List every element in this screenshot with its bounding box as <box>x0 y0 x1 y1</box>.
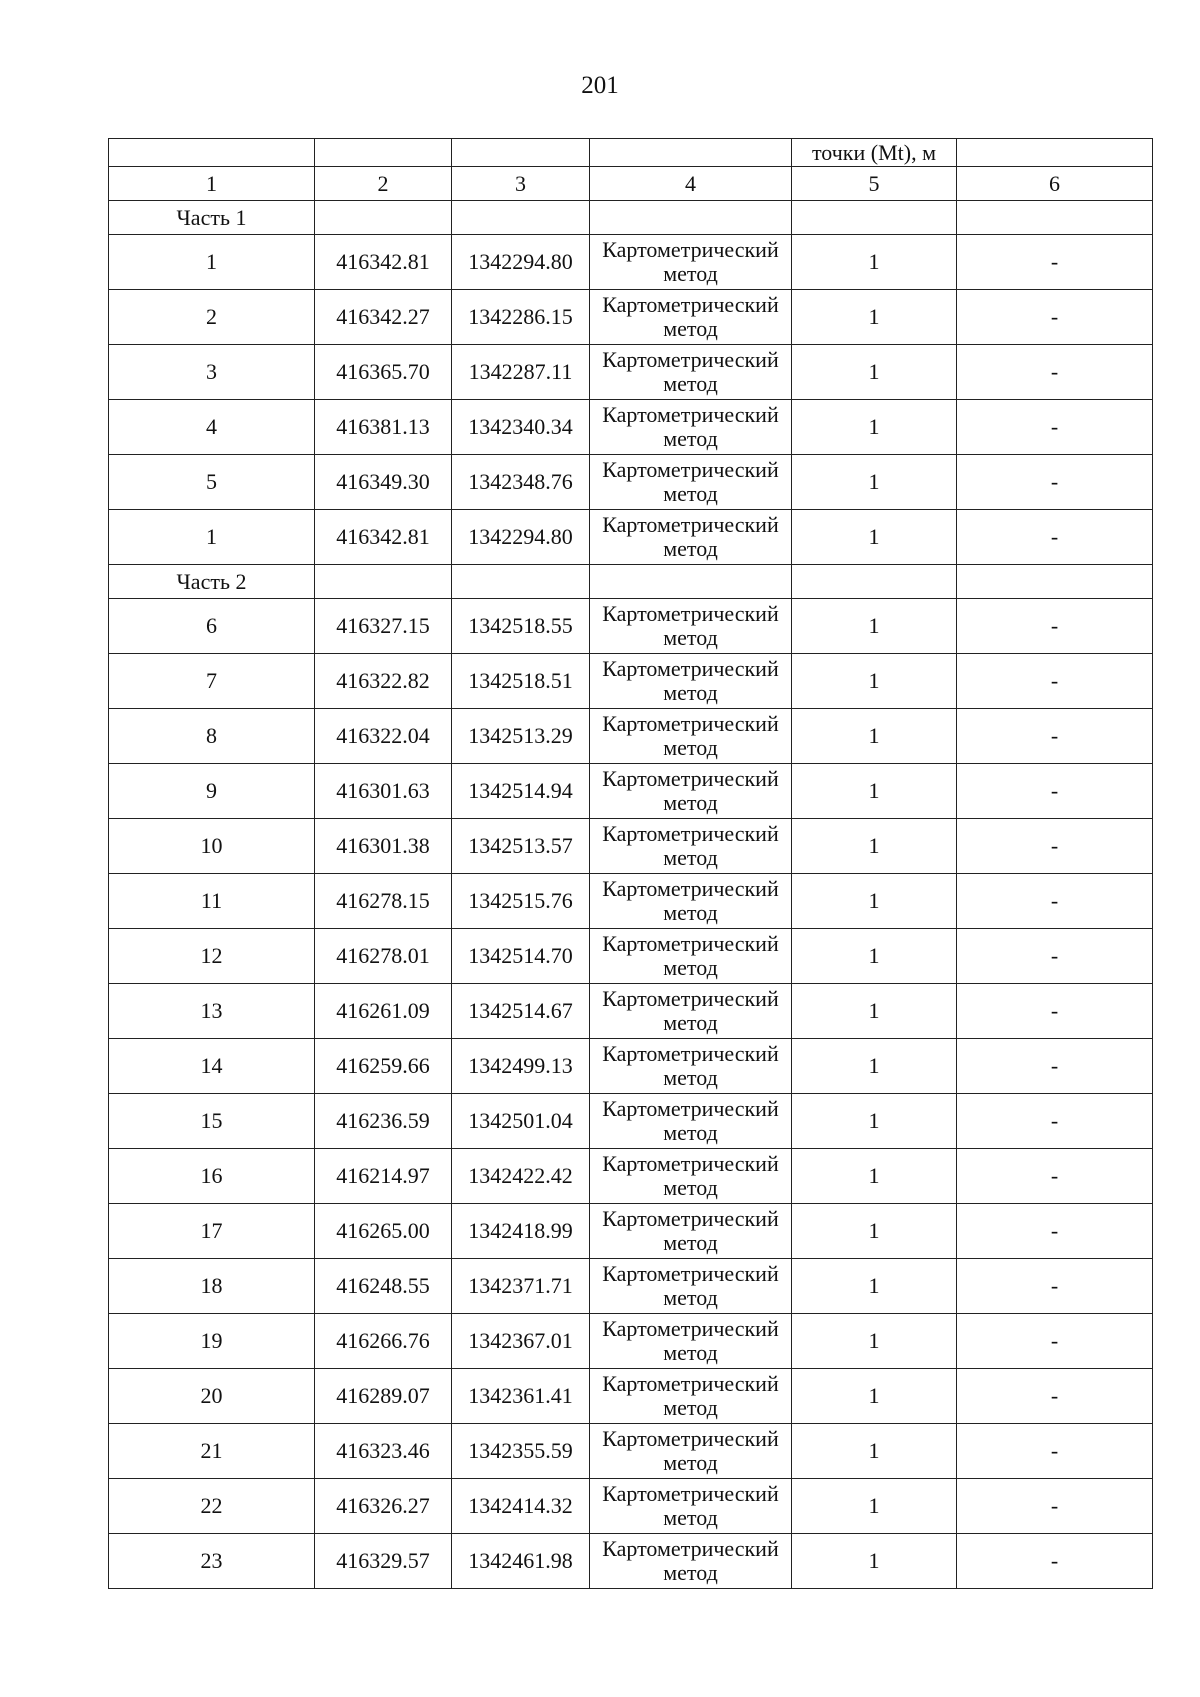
description-value: - <box>957 709 1153 764</box>
method-line-2: метод <box>663 1560 718 1585</box>
method-cell <box>590 1259 792 1314</box>
coordinate-x: 416326.27 <box>315 1479 452 1534</box>
description-value: - <box>957 1314 1153 1369</box>
description-value: - <box>957 1369 1153 1424</box>
accuracy-value: 1 <box>792 1369 957 1424</box>
table-row <box>109 1094 1153 1149</box>
point-number: 21 <box>109 1424 315 1479</box>
description-value: - <box>957 874 1153 929</box>
coordinate-y: 1342361.41 <box>452 1369 590 1424</box>
method-line-2: метод <box>663 1175 718 1200</box>
point-number: 3 <box>109 345 315 400</box>
point-number: 17 <box>109 1204 315 1259</box>
method-cell <box>590 1094 792 1149</box>
method-line-2: метод <box>663 1230 718 1255</box>
method-cell <box>590 709 792 764</box>
table-row <box>109 819 1153 874</box>
coordinate-y: 1342367.01 <box>452 1314 590 1369</box>
description-value: - <box>957 1094 1153 1149</box>
accuracy-value: 1 <box>792 709 957 764</box>
method-line-1: Картометрический <box>602 876 779 901</box>
point-number: 2 <box>109 290 315 345</box>
description-value: - <box>957 599 1153 654</box>
description-value: - <box>957 929 1153 984</box>
method-line-2: метод <box>663 316 718 341</box>
description-value: - <box>957 510 1153 565</box>
coordinate-x: 416278.15 <box>315 874 452 929</box>
point-number: 6 <box>109 599 315 654</box>
method-line-1: Картометрический <box>602 601 779 626</box>
accuracy-value: 1 <box>792 290 957 345</box>
description-value: - <box>957 1204 1153 1259</box>
coordinate-x: 416327.15 <box>315 599 452 654</box>
coordinate-x: 416323.46 <box>315 1424 452 1479</box>
table-row <box>109 874 1153 929</box>
empty-cell <box>792 565 957 599</box>
coordinate-x: 416301.63 <box>315 764 452 819</box>
accuracy-value: 1 <box>792 455 957 510</box>
method-line-1: Картометрический <box>602 766 779 791</box>
header-cell <box>109 139 315 167</box>
coordinate-y: 1342422.42 <box>452 1149 590 1204</box>
description-value: - <box>957 1534 1153 1589</box>
point-number: 9 <box>109 764 315 819</box>
point-number: 8 <box>109 709 315 764</box>
method-cell <box>590 345 792 400</box>
table-row <box>109 290 1153 345</box>
method-line-1: Картометрический <box>602 1096 779 1121</box>
table-row <box>109 599 1153 654</box>
column-number-row <box>109 167 1153 201</box>
point-number: 22 <box>109 1479 315 1534</box>
method-line-2: метод <box>663 1395 718 1420</box>
column-number: 3 <box>452 167 590 201</box>
column-number: 5 <box>792 167 957 201</box>
empty-cell <box>590 201 792 235</box>
header-cell <box>590 139 792 167</box>
method-cell <box>590 764 792 819</box>
table-row <box>109 709 1153 764</box>
point-number: 1 <box>109 510 315 565</box>
method-cell <box>590 654 792 709</box>
coordinate-y: 1342340.34 <box>452 400 590 455</box>
coordinate-x: 416248.55 <box>315 1259 452 1314</box>
part-row <box>109 201 1153 235</box>
method-cell <box>590 510 792 565</box>
page-number: 201 <box>581 72 619 99</box>
table-row <box>109 1369 1153 1424</box>
header-cell <box>452 139 590 167</box>
column-number: 1 <box>109 167 315 201</box>
coordinate-x: 416261.09 <box>315 984 452 1039</box>
coordinate-x: 416266.76 <box>315 1314 452 1369</box>
method-line-1: Картометрический <box>602 237 779 262</box>
coordinate-y: 1342414.32 <box>452 1479 590 1534</box>
table-row <box>109 929 1153 984</box>
method-line-1: Картометрический <box>602 1371 779 1396</box>
method-cell <box>590 1424 792 1479</box>
coordinate-y: 1342514.67 <box>452 984 590 1039</box>
table-row <box>109 654 1153 709</box>
method-cell <box>590 1534 792 1589</box>
coordinate-y: 1342371.71 <box>452 1259 590 1314</box>
coordinate-y: 1342514.70 <box>452 929 590 984</box>
method-cell <box>590 874 792 929</box>
coordinate-x: 416322.82 <box>315 654 452 709</box>
method-cell <box>590 1149 792 1204</box>
method-line-1: Картометрический <box>602 512 779 537</box>
empty-cell <box>315 201 452 235</box>
table-row <box>109 455 1153 510</box>
point-number: 15 <box>109 1094 315 1149</box>
table-row <box>109 235 1153 290</box>
description-value: - <box>957 1479 1153 1534</box>
empty-cell <box>590 565 792 599</box>
accuracy-value: 1 <box>792 929 957 984</box>
coordinate-x: 416236.59 <box>315 1094 452 1149</box>
coordinates-table <box>108 138 1153 1589</box>
method-line-2: метод <box>663 625 718 650</box>
description-value: - <box>957 290 1153 345</box>
coordinate-y: 1342499.13 <box>452 1039 590 1094</box>
coordinate-y: 1342513.57 <box>452 819 590 874</box>
method-line-1: Картометрический <box>602 821 779 846</box>
header-cell <box>957 139 1153 167</box>
coordinate-x: 416322.04 <box>315 709 452 764</box>
point-number: 5 <box>109 455 315 510</box>
point-number: 10 <box>109 819 315 874</box>
method-line-2: метод <box>663 1340 718 1365</box>
method-line-2: метод <box>663 426 718 451</box>
coordinate-x: 416381.13 <box>315 400 452 455</box>
accuracy-value: 1 <box>792 400 957 455</box>
empty-cell <box>957 565 1153 599</box>
accuracy-value: 1 <box>792 819 957 874</box>
method-line-1: Картометрический <box>602 1151 779 1176</box>
method-cell <box>590 599 792 654</box>
header-cell <box>315 139 452 167</box>
table-row <box>109 1314 1153 1369</box>
point-number: 23 <box>109 1534 315 1589</box>
description-value: - <box>957 1149 1153 1204</box>
coordinate-y: 1342514.94 <box>452 764 590 819</box>
coordinate-x: 416278.01 <box>315 929 452 984</box>
coordinate-x: 416265.00 <box>315 1204 452 1259</box>
method-line-1: Картометрический <box>602 656 779 681</box>
point-number: 1 <box>109 235 315 290</box>
column-number: 4 <box>590 167 792 201</box>
coordinate-y: 1342461.98 <box>452 1534 590 1589</box>
method-line-2: метод <box>663 1065 718 1090</box>
method-line-1: Картометрический <box>602 402 779 427</box>
coordinate-y: 1342418.99 <box>452 1204 590 1259</box>
coordinate-y: 1342513.29 <box>452 709 590 764</box>
method-line-2: метод <box>663 536 718 561</box>
point-number: 18 <box>109 1259 315 1314</box>
table-row <box>109 1039 1153 1094</box>
empty-cell <box>792 201 957 235</box>
table-row <box>109 1259 1153 1314</box>
method-line-2: метод <box>663 680 718 705</box>
accuracy-value: 1 <box>792 510 957 565</box>
coordinate-y: 1342286.15 <box>452 290 590 345</box>
accuracy-value: 1 <box>792 599 957 654</box>
description-value: - <box>957 1039 1153 1094</box>
empty-cell <box>957 201 1153 235</box>
description-value: - <box>957 455 1153 510</box>
coordinate-y: 1342515.76 <box>452 874 590 929</box>
accuracy-value: 1 <box>792 235 957 290</box>
method-line-2: метод <box>663 261 718 286</box>
method-line-2: метод <box>663 955 718 980</box>
accuracy-value: 1 <box>792 1259 957 1314</box>
coordinate-x: 416259.66 <box>315 1039 452 1094</box>
method-cell <box>590 400 792 455</box>
empty-cell <box>452 565 590 599</box>
method-line-1: Картометрический <box>602 931 779 956</box>
accuracy-value: 1 <box>792 654 957 709</box>
method-cell <box>590 290 792 345</box>
method-line-1: Картометрический <box>602 986 779 1011</box>
method-cell <box>590 1039 792 1094</box>
method-cell <box>590 1314 792 1369</box>
description-value: - <box>957 1424 1153 1479</box>
table-row <box>109 345 1153 400</box>
point-number: 7 <box>109 654 315 709</box>
accuracy-value: 1 <box>792 874 957 929</box>
coordinate-y: 1342348.76 <box>452 455 590 510</box>
coordinate-x: 416342.81 <box>315 510 452 565</box>
method-line-1: Картометрический <box>602 347 779 372</box>
point-number: 20 <box>109 1369 315 1424</box>
point-number: 13 <box>109 984 315 1039</box>
accuracy-value: 1 <box>792 1314 957 1369</box>
method-line-1: Картометрический <box>602 711 779 736</box>
table-row <box>109 400 1153 455</box>
point-number: 16 <box>109 1149 315 1204</box>
point-number: 11 <box>109 874 315 929</box>
description-value: - <box>957 764 1153 819</box>
coordinate-y: 1342294.80 <box>452 510 590 565</box>
point-number: 4 <box>109 400 315 455</box>
method-cell <box>590 1204 792 1259</box>
method-cell <box>590 1479 792 1534</box>
method-cell <box>590 929 792 984</box>
accuracy-value: 1 <box>792 1204 957 1259</box>
description-value: - <box>957 1259 1153 1314</box>
method-line-2: метод <box>663 1505 718 1530</box>
accuracy-value: 1 <box>792 1479 957 1534</box>
coordinate-y: 1342518.51 <box>452 654 590 709</box>
accuracy-value: 1 <box>792 1149 957 1204</box>
coordinate-y: 1342518.55 <box>452 599 590 654</box>
method-line-1: Картометрический <box>602 292 779 317</box>
table-row <box>109 1424 1153 1479</box>
method-line-1: Картометрический <box>602 1536 779 1561</box>
method-line-2: метод <box>663 1450 718 1475</box>
point-number: 14 <box>109 1039 315 1094</box>
column-number: 2 <box>315 167 452 201</box>
coordinate-x: 416365.70 <box>315 345 452 400</box>
empty-cell <box>452 201 590 235</box>
header-continuation-row <box>109 139 1153 167</box>
point-number: 19 <box>109 1314 315 1369</box>
method-line-1: Картометрический <box>602 1426 779 1451</box>
accuracy-value: 1 <box>792 1534 957 1589</box>
method-line-2: метод <box>663 1120 718 1145</box>
description-value: - <box>957 984 1153 1039</box>
method-line-2: метод <box>663 1285 718 1310</box>
method-line-2: метод <box>663 845 718 870</box>
coordinate-x: 416329.57 <box>315 1534 452 1589</box>
accuracy-value: 1 <box>792 1424 957 1479</box>
coordinate-x: 416342.27 <box>315 290 452 345</box>
method-line-1: Картометрический <box>602 1206 779 1231</box>
table-body <box>109 139 1153 1589</box>
method-cell <box>590 1369 792 1424</box>
method-cell <box>590 455 792 510</box>
description-value: - <box>957 654 1153 709</box>
column-number: 6 <box>957 167 1153 201</box>
accuracy-value: 1 <box>792 984 957 1039</box>
coordinate-x: 416289.07 <box>315 1369 452 1424</box>
accuracy-value: 1 <box>792 1094 957 1149</box>
accuracy-value: 1 <box>792 345 957 400</box>
table-row <box>109 1149 1153 1204</box>
method-line-2: метод <box>663 735 718 760</box>
part-row <box>109 565 1153 599</box>
method-line-1: Картометрический <box>602 1261 779 1286</box>
description-value: - <box>957 235 1153 290</box>
table-row <box>109 1534 1153 1589</box>
accuracy-value: 1 <box>792 1039 957 1094</box>
method-cell <box>590 984 792 1039</box>
coordinate-x: 416349.30 <box>315 455 452 510</box>
coordinate-x: 416214.97 <box>315 1149 452 1204</box>
table-row <box>109 764 1153 819</box>
method-line-2: метод <box>663 481 718 506</box>
method-line-2: метод <box>663 790 718 815</box>
table-row <box>109 1479 1153 1534</box>
header-cell-accuracy: точки (Mt), м <box>792 139 957 167</box>
table-row <box>109 984 1153 1039</box>
empty-cell <box>315 565 452 599</box>
method-line-1: Картометрический <box>602 457 779 482</box>
table-row <box>109 510 1153 565</box>
method-line-1: Картометрический <box>602 1041 779 1066</box>
coordinate-y: 1342287.11 <box>452 345 590 400</box>
part-label: Часть 2 <box>109 565 315 599</box>
table-row <box>109 1204 1153 1259</box>
method-line-2: метод <box>663 900 718 925</box>
coordinate-y: 1342355.59 <box>452 1424 590 1479</box>
point-number: 12 <box>109 929 315 984</box>
accuracy-value: 1 <box>792 764 957 819</box>
method-line-2: метод <box>663 371 718 396</box>
coordinate-x: 416301.38 <box>315 819 452 874</box>
coordinate-y: 1342501.04 <box>452 1094 590 1149</box>
method-line-2: метод <box>663 1010 718 1035</box>
method-cell <box>590 819 792 874</box>
coordinate-x: 416342.81 <box>315 235 452 290</box>
method-cell <box>590 235 792 290</box>
coordinate-y: 1342294.80 <box>452 235 590 290</box>
description-value: - <box>957 345 1153 400</box>
description-value: - <box>957 819 1153 874</box>
part-label: Часть 1 <box>109 201 315 235</box>
description-value: - <box>957 400 1153 455</box>
method-line-1: Картометрический <box>602 1316 779 1341</box>
method-line-1: Картометрический <box>602 1481 779 1506</box>
